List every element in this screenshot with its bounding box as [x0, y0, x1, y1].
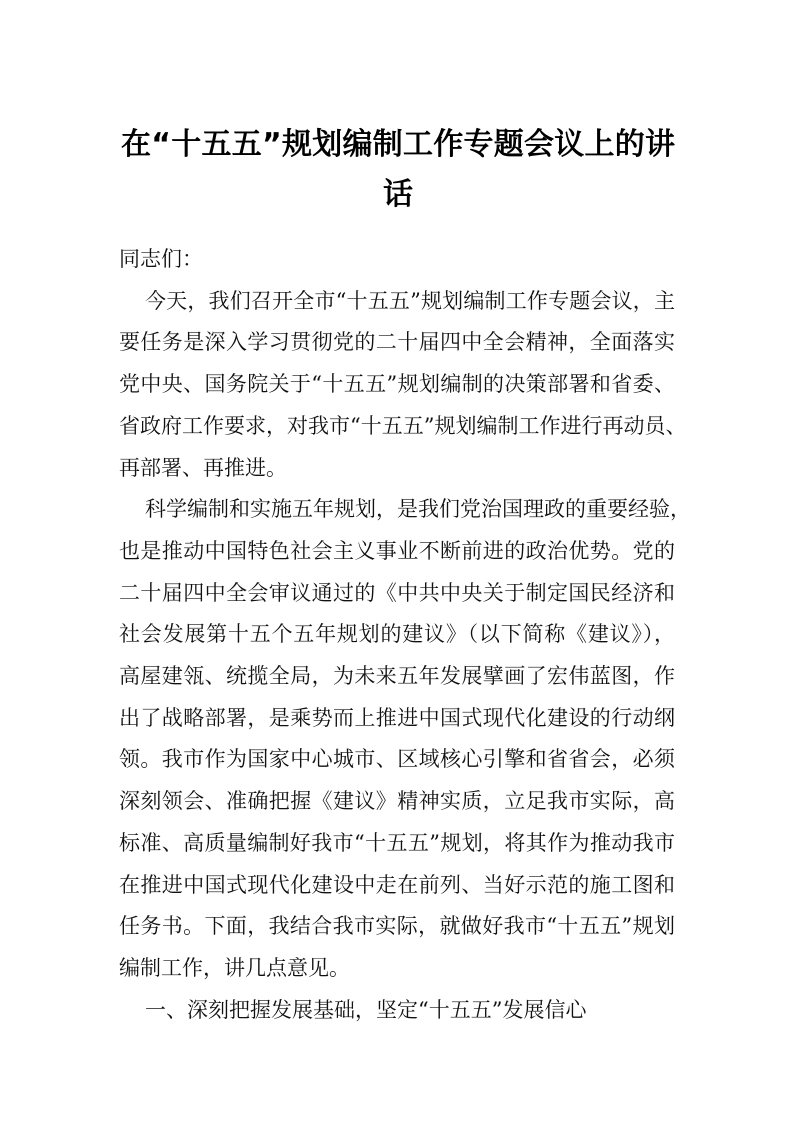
- paragraph-line: 领。我市作为国家中心城市、区域核心引擎和省省会，必须: [119, 747, 675, 772]
- paragraph-line: 也是推动中国特色社会主义事业不断前进的政治优势。党的: [119, 538, 675, 563]
- paragraph-line: 科学编制和实施五年规划，是我们党治国理政的重要经验，: [145, 497, 691, 522]
- paragraph-line: 社会发展第十五个五年规划的建议》（以下简称《建议》），: [119, 622, 675, 647]
- paragraph-line: 高屋建瓴、统揽全局，为未来五年发展擘画了宏伟蓝图，作: [119, 664, 675, 689]
- document-body: [119, 239, 691, 1031]
- paragraph-line: 党中央、国务院关于“十五五”规划编制的决策部署和省委、: [119, 372, 675, 397]
- paragraph-line: 今天，我们召开全市“十五五”规划编制工作专题会议，主: [145, 288, 675, 313]
- paragraph-line: 任务书。下面，我结合我市实际，就做好我市“十五五”规划: [119, 914, 675, 939]
- paragraph-line: 省政府工作要求，对我市“十五五”规划编制工作进行再动员、: [119, 413, 687, 438]
- paragraph-line: 编制工作，讲几点意见。: [119, 955, 350, 980]
- paragraph-line: 深刻领会、准确把握《建议》精神实质，立足我市实际，高: [119, 789, 675, 814]
- paragraph-line: 要任务是深入学习贯彻党的二十届四中全会精神，全面落实: [119, 330, 675, 355]
- paragraph-line: 出了战略部署，是乘势而上推进中国式现代化建设的行动纲: [119, 705, 675, 730]
- paragraph-line: 二十届四中全会审议通过的《中共中央关于制定国民经济和: [119, 580, 675, 605]
- body-lines: [119, 281, 691, 1032]
- title-line-2: 话: [383, 177, 413, 212]
- paragraph-line: 标准、高质量编制好我市“十五五”规划，将其作为推动我市: [119, 830, 675, 855]
- paragraph-line: 在推进中国式现代化建设中走在前列、当好示范的施工图和: [119, 872, 675, 897]
- paragraph-line: 再部署、再推进。: [119, 455, 287, 480]
- title-line-1: 在“十五五”规划编制工作专题会议上的讲: [121, 127, 675, 162]
- document-title: [121, 120, 675, 220]
- section-heading: 一、深刻把握发展基础，坚定“十五五”发展信心: [145, 997, 587, 1022]
- salutation: 同志们：: [119, 247, 203, 271]
